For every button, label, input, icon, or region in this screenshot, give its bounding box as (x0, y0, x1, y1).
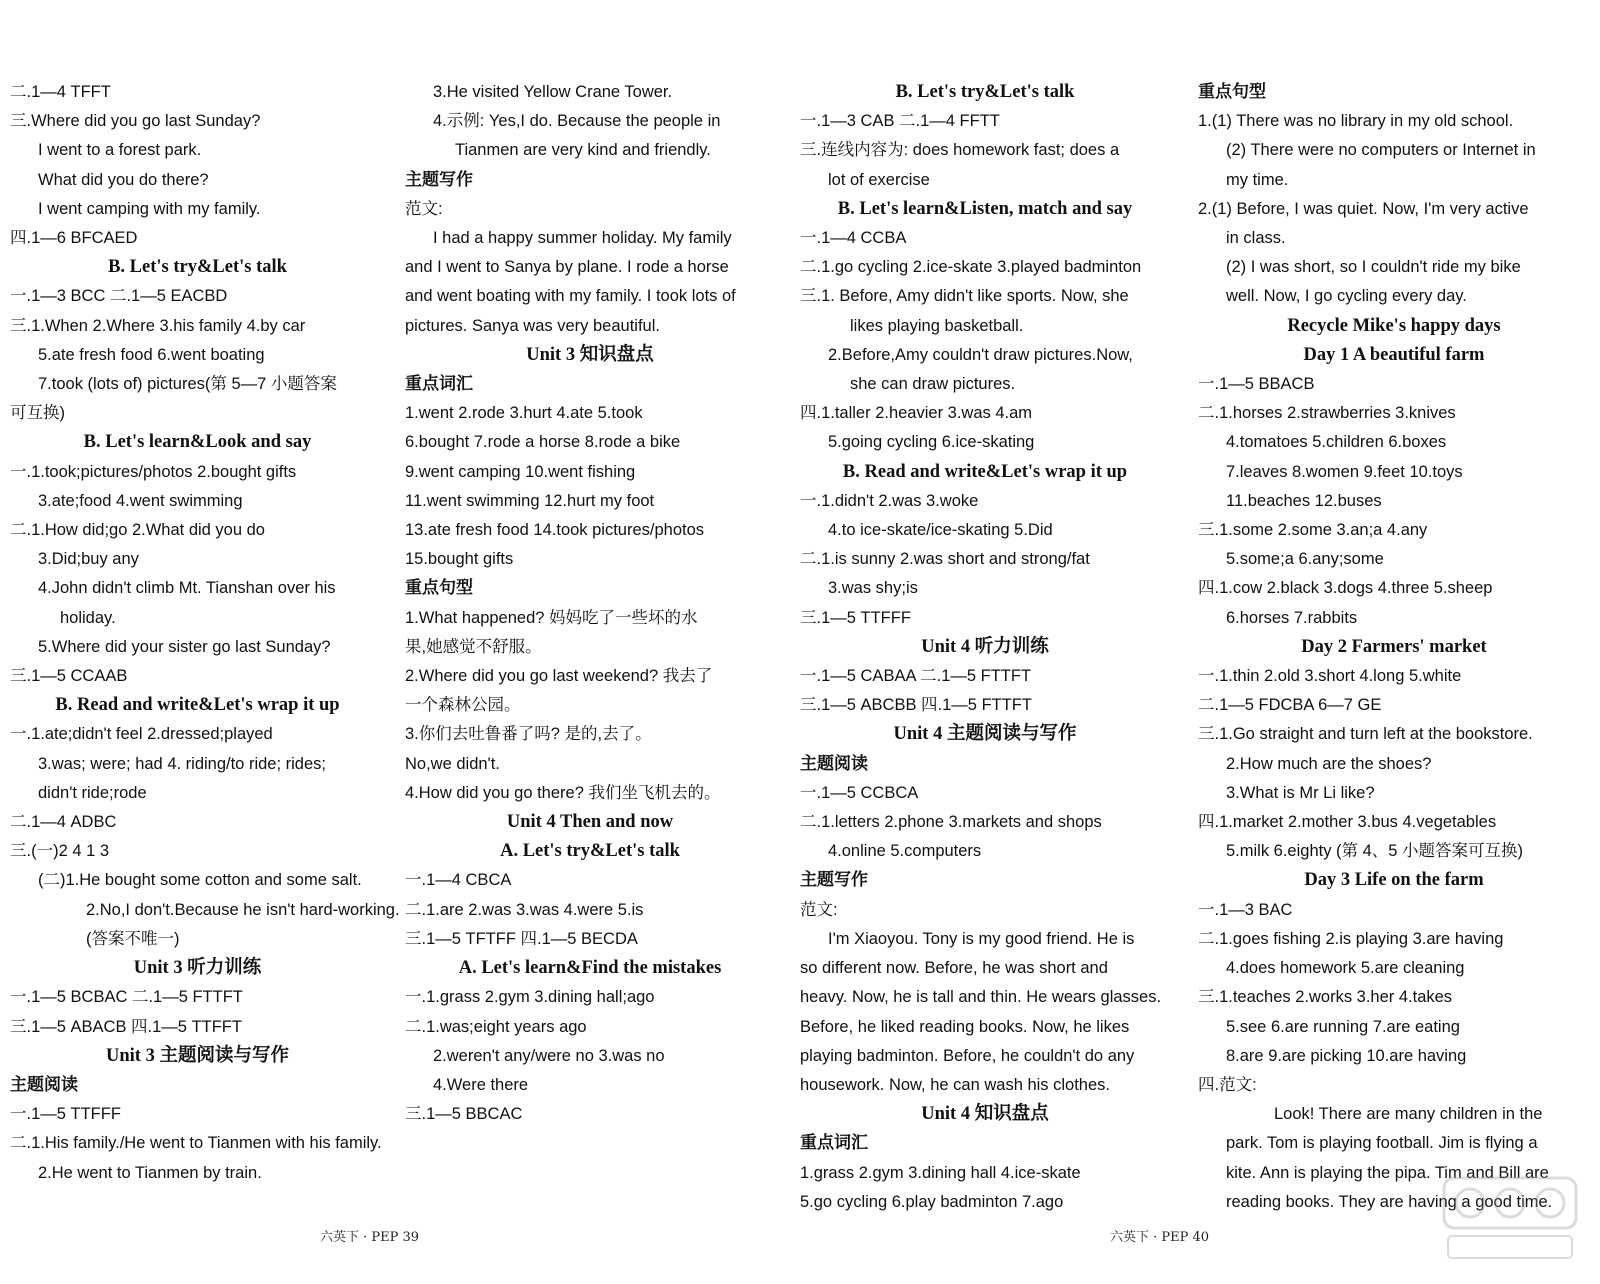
section-heading: Day 3 Life on the farm (1304, 870, 1484, 891)
answer-line: 2.Before,Amy couldn't draw pictures.Now, (828, 345, 1133, 364)
answer-line: 范文: (405, 199, 443, 218)
answer-line: 三.1. Before, Amy didn't like sports. Now, she (800, 287, 1129, 306)
answer-line: 2.How much are the shoes? (1226, 754, 1432, 773)
section-heading: B. Read and write&Let's wrap it up (55, 695, 340, 716)
answer-line: 三.1.When 2.Where 3.his family 4.by car (10, 316, 306, 335)
answer-line: 2.Where did you go last weekend? 我去了 (405, 667, 713, 686)
answer-line: 一.1—5 CABAA 二.1—5 FTTFT (800, 667, 1032, 686)
section-heading: Day 1 A beautiful farm (1303, 344, 1485, 365)
answer-line: 一.1—4 CBCA (405, 871, 512, 890)
answer-line: Tianmen are very kind and friendly. (455, 141, 711, 160)
answer-line: 三.1—5 TFTFF 四.1—5 BECDA (405, 929, 638, 948)
answer-line: 3.He visited Yellow Crane Tower. (433, 83, 673, 101)
subsection-label: 重点词汇 (800, 1133, 868, 1154)
answer-line: 5.go cycling 6.play badminton 7.ago (800, 1192, 1064, 1211)
answer-line: 三.1—5 ABACB 四.1—5 TTFFT (10, 1017, 242, 1036)
answer-line: and I went to Sanya by plane. I rode a horse (405, 258, 729, 277)
answer-line: 二.1—4 TFFT (10, 83, 111, 101)
section-heading: B. Let's learn&Listen, match and say (837, 198, 1133, 219)
answer-line: in class. (1226, 229, 1286, 248)
answer-line: 4.tomatoes 5.children 6.boxes (1226, 433, 1447, 452)
answer-line: 3.你们去吐鲁番了吗? 是的,去了。 (405, 725, 652, 744)
section-heading: Unit 4 Then and now (506, 812, 674, 833)
answer-line: What did you do there? (38, 170, 209, 189)
answer-line: pictures. Sanya was very beautiful. (405, 316, 660, 335)
answer-line: 一个森林公园。 (405, 696, 521, 715)
answer-line: she can draw pictures. (850, 375, 1016, 394)
answer-line: my time. (1226, 170, 1289, 189)
answer-line: 1.went 2.rode 3.hurt 4.ate 5.took (405, 404, 643, 423)
answer-line: 13.ate fresh food 14.took pictures/photos (405, 521, 705, 540)
answer-line: 4.online 5.computers (828, 842, 982, 861)
answer-line: 二.1.is sunny 2.was short and strong/fat (800, 550, 1090, 569)
answer-line: 9.went camping 10.went fishing (405, 462, 636, 481)
answer-line: playing badminton. Before, he couldn't do any (800, 1046, 1135, 1065)
answer-line: heavy. Now, he is tall and thin. He wears glasses. (800, 988, 1162, 1007)
answer-line: 二.1.How did;go 2.What did you do (10, 521, 265, 540)
answer-line: (2) I was short, so I couldn't ride my bike (1226, 258, 1521, 277)
subsection-label: 重点句型 (405, 578, 473, 599)
answer-line: 三.1.teaches 2.works 3.her 4.takes (1198, 988, 1453, 1007)
answer-line: 三.1—5 BBCAC (405, 1105, 523, 1124)
subsection-label: 主题写作 (405, 169, 473, 190)
column-2 (405, 78, 775, 1129)
answer-line: well. Now, I go cycling every day. (1226, 287, 1467, 306)
answer-line: housework. Now, he can wash his clothes. (800, 1075, 1110, 1094)
answer-line: (二)1.He bought some cotton and some salt. (38, 871, 362, 890)
subsection-label: 主题阅读 (10, 1074, 78, 1095)
answer-line: 一.1—5 BBACB (1198, 375, 1315, 394)
answer-line: 5.milk 6.eighty (第 4、5 小题答案可互换) (1226, 842, 1524, 861)
answer-line: 四.1.market 2.mother 3.bus 4.vegetables (1198, 813, 1497, 832)
answer-line: 四.范文: (1198, 1075, 1257, 1094)
answer-line: No,we didn't. (405, 754, 500, 773)
answer-line: 一.1.didn't 2.was 3.woke (800, 491, 979, 510)
answer-line: didn't ride;rode (38, 783, 147, 802)
answer-line: 果,她感觉不舒服。 (405, 637, 542, 656)
answer-line: 四.1—6 BFCAED (10, 229, 138, 248)
section-heading: B. Let's try&Let's talk (108, 257, 287, 278)
column-3 (800, 78, 1170, 1217)
answer-line: 5.some;a 6.any;some (1226, 550, 1384, 569)
answer-line: 15.bought gifts (405, 550, 514, 569)
answer-line: 二.1.are 2.was 3.was 4.were 5.is (405, 900, 644, 919)
answer-line: 1.(1) There was no library in my old school. (1198, 112, 1514, 131)
answer-line: 二.1.was;eight years ago (405, 1017, 587, 1036)
answer-line: Before, he liked reading books. Now, he likes (800, 1017, 1130, 1036)
answer-line: I went camping with my family. (38, 199, 261, 218)
column-4 (1198, 78, 1590, 1217)
answer-line: (2) There were no computers or Internet in (1226, 141, 1536, 160)
answer-line: 3.was; were; had 4. riding/to ride; rides; (38, 754, 326, 773)
answer-line: 2.He went to Tianmen by train. (38, 1163, 262, 1182)
answer-line: 一.1—3 BAC (1198, 900, 1293, 919)
answer-line: 二.1.horses 2.strawberries 3.knives (1198, 404, 1456, 423)
answer-line: 三.(一)2 4 1 3 (10, 842, 110, 861)
answer-line: 4.John didn't climb Mt. Tianshan over his (38, 579, 336, 598)
answer-line: 一.1—4 CCBA (800, 229, 907, 248)
answer-line: (答案不唯一) (86, 929, 180, 948)
page-footer-right: 六英下 · PEP 40 (1110, 1230, 1210, 1245)
answer-line: 4.Were there (433, 1075, 529, 1094)
subsection-label: 重点句型 (1198, 82, 1266, 102)
answer-line: 3.Did;buy any (38, 550, 139, 569)
answer-line: 二.1—5 FDCBA 6—7 GE (1198, 696, 1382, 715)
section-heading: B. Let's try&Let's talk (895, 82, 1075, 102)
answer-line: 5.ate fresh food 6.went boating (38, 345, 265, 364)
answer-line: 11.went swimming 12.hurt my foot (405, 491, 655, 510)
answer-line: likes playing basketball. (850, 316, 1024, 335)
answer-line: 四.1.cow 2.black 3.dogs 4.three 5.sheep (1198, 579, 1493, 598)
answer-line: 三.1—5 ABCBB 四.1—5 FTTFT (800, 696, 1032, 715)
answer-line: I'm Xiaoyou. Tony is my good friend. He is (828, 929, 1135, 948)
answer-line: 5.Where did your sister go last Sunday? (38, 637, 331, 656)
answer-line: 一.1.ate;didn't feel 2.dressed;played (10, 725, 273, 744)
answer-line: 一.1—5 TTFFF (10, 1105, 121, 1124)
answer-line: 2.(1) Before, I was quiet. Now, I'm very active (1198, 199, 1529, 218)
answer-line: 一.1.thin 2.old 3.short 4.long 5.white (1198, 667, 1462, 686)
answer-line: 四.1.taller 2.heavier 3.was 4.am (800, 404, 1033, 423)
answer-line: I went to a forest park. (38, 141, 202, 160)
answer-line: 一.1.took;pictures/photos 2.bought gifts (10, 462, 297, 481)
answer-line: 6.bought 7.rode a horse 8.rode a bike (405, 433, 681, 452)
answer-line: 3.ate;food 4.went swimming (38, 491, 243, 510)
section-heading: Day 2 Farmers' market (1301, 636, 1487, 657)
column-1 (10, 78, 400, 1188)
answer-line: 2.weren't any/were no 3.was no (433, 1046, 665, 1065)
answer-line: 二.1—4 ADBC (10, 813, 117, 832)
answer-line: 4.to ice-skate/ice-skating 5.Did (828, 521, 1053, 540)
answer-line: 5.see 6.are running 7.are eating (1226, 1017, 1460, 1036)
answer-line: 1.grass 2.gym 3.dining hall 4.ice-skate (800, 1163, 1081, 1182)
answer-line: 三.Where did you go last Sunday? (10, 112, 261, 131)
section-heading: B. Let's learn&Look and say (83, 432, 312, 453)
answer-line: 4.does homework 5.are cleaning (1226, 959, 1465, 978)
section-heading: Unit 3 听力训练 (133, 958, 262, 979)
answer-line: 一.1—5 BCBAC 二.1—5 FTTFT (10, 988, 243, 1007)
answer-line: and went boating with my family. I took lots of (405, 287, 736, 306)
answer-line: 一.1.grass 2.gym 3.dining hall;ago (405, 988, 655, 1007)
subsection-label: 主题阅读 (800, 753, 868, 774)
answer-line: 一.1—5 CCBCA (800, 783, 919, 802)
answer-line: 2.No,I don't.Because he isn't hard-working. (86, 900, 400, 919)
answer-line: 一.1—3 CAB 二.1—4 FFTT (800, 112, 1000, 131)
answer-line: 6.horses 7.rabbits (1226, 608, 1358, 627)
answer-line: 可互换) (10, 404, 65, 423)
section-heading: Unit 4 主题阅读与写作 (893, 724, 1077, 745)
answer-line: 1.What happened? 妈妈吃了一些坏的水 (405, 608, 698, 627)
answer-line: 二.1.goes fishing 2.is playing 3.are having (1198, 929, 1504, 948)
watermark-logo (1440, 1172, 1580, 1262)
answer-line: 3.was shy;is (828, 579, 918, 598)
answer-line: 三.1—5 TTFFF (800, 608, 911, 627)
page-footer-left: 六英下 · PEP 39 (320, 1230, 420, 1245)
section-heading: A. Let's try&Let's talk (500, 841, 680, 862)
section-heading: B. Read and write&Let's wrap it up (842, 461, 1128, 482)
answer-line: I had a happy summer holiday. My family (433, 229, 732, 248)
answer-line: 8.are 9.are picking 10.are having (1226, 1046, 1467, 1065)
subsection-label: 主题写作 (800, 870, 868, 891)
answer-line: 一.1—3 BCC 二.1—5 EACBD (10, 287, 228, 306)
section-heading: Unit 4 知识盘点 (921, 1104, 1049, 1125)
answer-line: 三.1.some 2.some 3.an;a 4.any (1198, 521, 1428, 540)
answer-line: 二.1.His family./He went to Tianmen with his family. (10, 1134, 382, 1153)
answer-line: Look! There are many children in the (1274, 1105, 1543, 1124)
answer-line: lot of exercise (828, 170, 930, 189)
section-heading: Recycle Mike's happy days (1287, 315, 1501, 336)
answer-line: 7.took (lots of) pictures(第 5—7 小题答案 (38, 375, 337, 394)
answer-line: so different now. Before, he was short and (800, 959, 1108, 978)
section-heading: Unit 4 听力训练 (921, 636, 1049, 657)
answer-line: 3.What is Mr Li like? (1226, 783, 1375, 802)
answer-line: holiday. (60, 608, 116, 627)
answer-line: 5.going cycling 6.ice-skating (828, 433, 1035, 452)
section-heading: Unit 3 主题阅读与写作 (106, 1045, 289, 1066)
answer-line: 三.1—5 CCAAB (10, 667, 128, 686)
answer-line: kite. Ann is playing the pipa. Tim and Bill are (1226, 1163, 1549, 1182)
answer-line: 范文: (800, 900, 838, 919)
answer-line: reading books. They are having a good time. (1226, 1192, 1553, 1211)
answer-line: 二.1.go cycling 2.ice-skate 3.played badminton (800, 258, 1142, 277)
answer-line: 二.1.letters 2.phone 3.markets and shops (800, 813, 1102, 832)
subsection-label: 重点词汇 (405, 374, 473, 395)
answer-line: 4.How did you go there? 我们坐飞机去的。 (405, 783, 721, 802)
answer-line: 11.beaches 12.buses (1226, 491, 1382, 510)
section-heading: Unit 3 知识盘点 (526, 344, 654, 365)
answer-line: 三.连线内容为: does homework fast; does a (800, 141, 1120, 160)
answer-line: 4.示例: Yes,I do. Because the people in (433, 112, 721, 131)
answer-line: 7.leaves 8.women 9.feet 10.toys (1226, 462, 1463, 481)
section-heading: A. Let's learn&Find the mistakes (458, 958, 722, 979)
answer-line: 三.1.Go straight and turn left at the bookstore. (1198, 725, 1533, 744)
answer-line: park. Tom is playing football. Jim is flying a (1226, 1134, 1538, 1153)
